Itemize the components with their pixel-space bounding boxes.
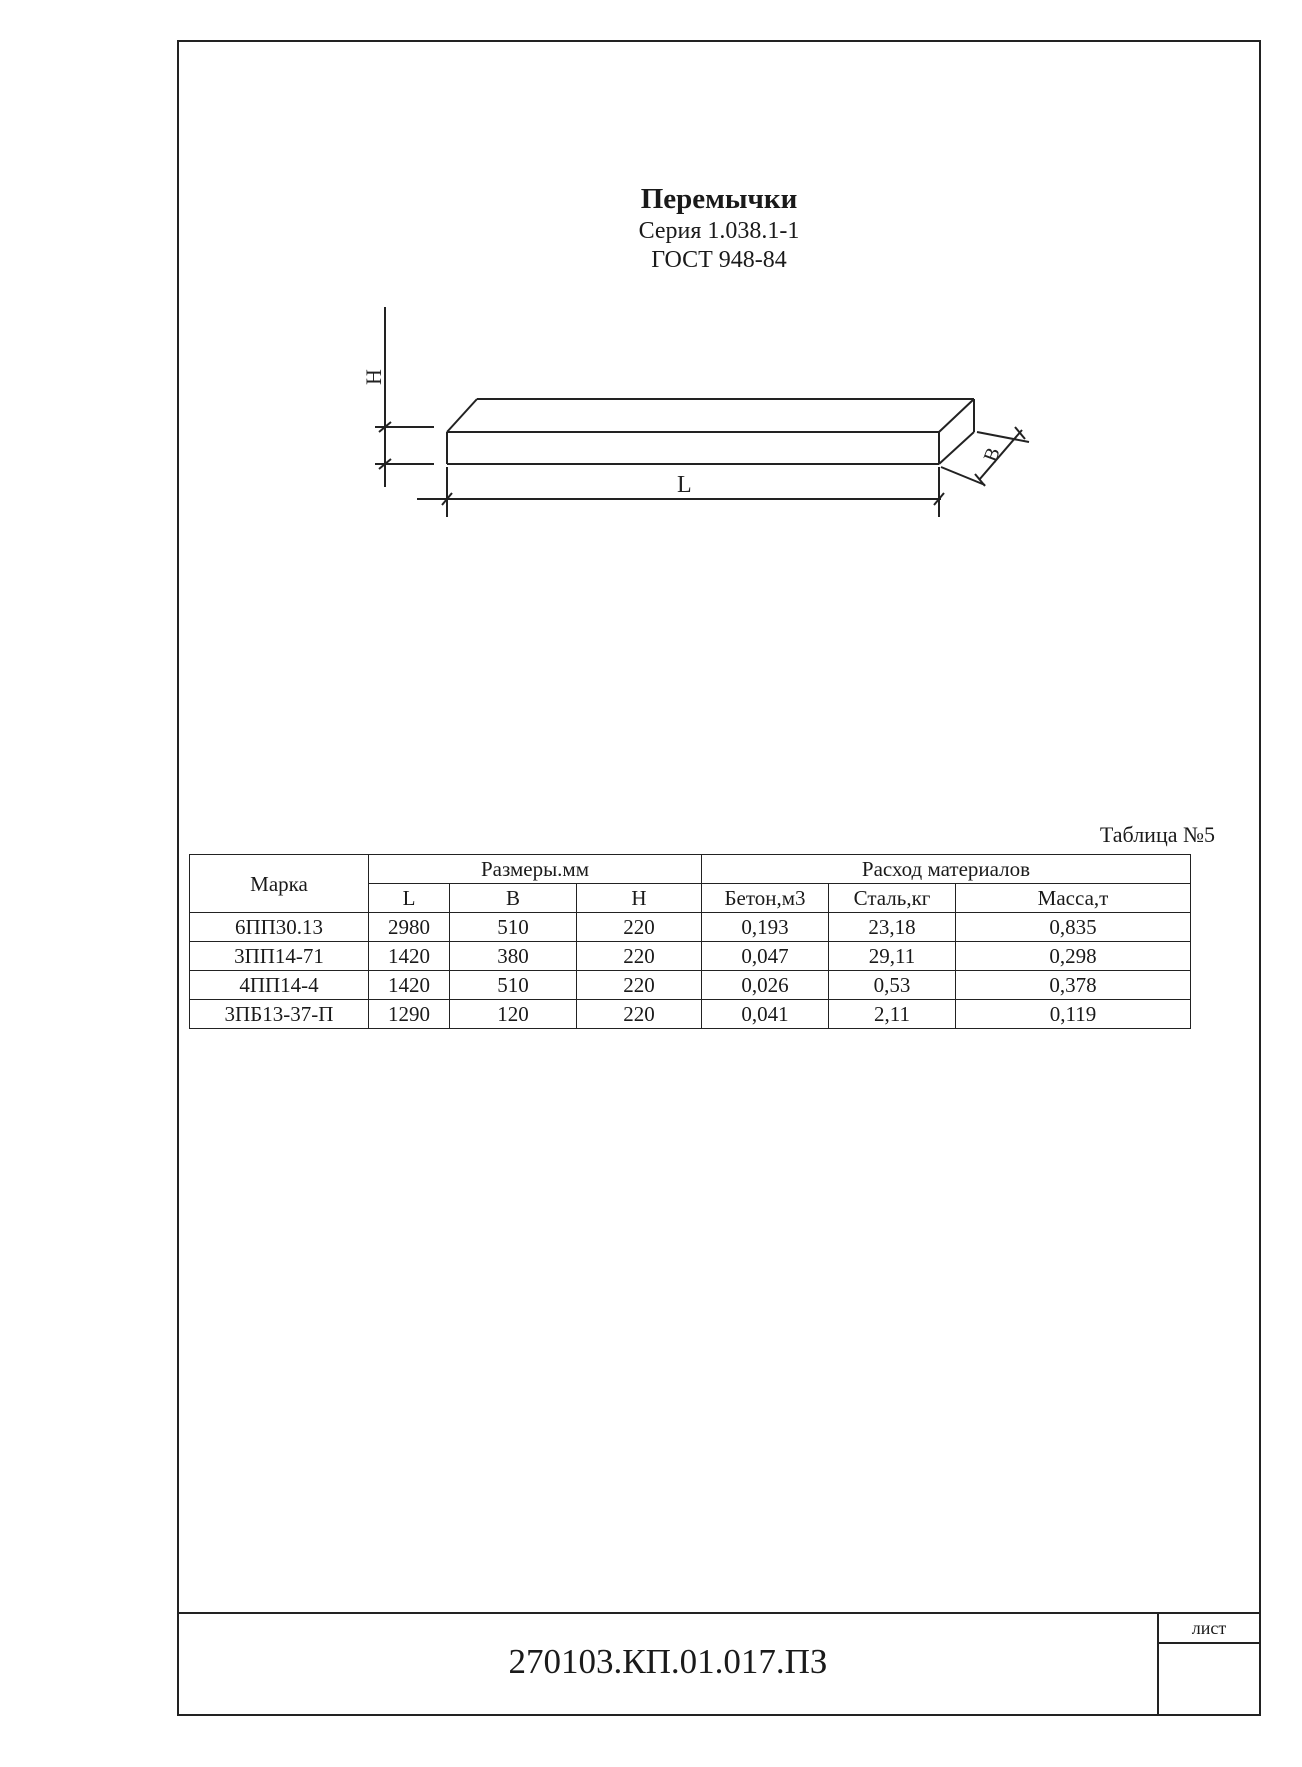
sizes-group-header: Размеры.мм <box>369 855 702 884</box>
h-label: H <box>361 369 386 385</box>
cell-concrete: 0,047 <box>702 942 829 971</box>
cell-concrete: 0,041 <box>702 1000 829 1029</box>
materials-group-header: Расход материалов <box>702 855 1191 884</box>
cell-l: 1290 <box>369 1000 450 1029</box>
cell-l: 1420 <box>369 971 450 1000</box>
table-row <box>190 913 1191 942</box>
cell-mass: 0,119 <box>956 1000 1191 1029</box>
cell-concrete: 0,193 <box>702 913 829 942</box>
table-row <box>190 942 1191 971</box>
table-caption: Таблица №5 <box>1099 822 1215 847</box>
title-block <box>179 182 1259 274</box>
series-label: Серия 1.038.1-1 <box>638 217 800 244</box>
cell-concrete: 0,026 <box>702 971 829 1000</box>
gost-label: ГОСТ 948-84 <box>651 246 787 273</box>
cell-mark: 4ПП14-4 <box>190 971 369 1000</box>
table-header-row <box>190 855 1191 884</box>
col-b-header: B <box>450 884 577 913</box>
table-row <box>190 971 1191 1000</box>
col-mass-header: Масса,т <box>956 884 1191 913</box>
lintel-table <box>189 854 1191 1029</box>
cell-steel: 23,18 <box>829 913 956 942</box>
cell-steel: 0,53 <box>829 971 956 1000</box>
cell-mass: 0,298 <box>956 942 1191 971</box>
title-stamp <box>179 1612 1259 1714</box>
cell-mark: 6ПП30.13 <box>190 913 369 942</box>
cell-b: 380 <box>450 942 577 971</box>
col-concrete-header: Бетон,м3 <box>702 884 829 913</box>
cell-mark: 3ПБ13-37-П <box>190 1000 369 1029</box>
page-title: Перемычки <box>640 183 798 215</box>
cell-mass: 0,835 <box>956 913 1191 942</box>
col-mark-header: Марка <box>190 855 369 913</box>
cell-b: 510 <box>450 971 577 1000</box>
cell-l: 1420 <box>369 942 450 971</box>
cell-mass: 0,378 <box>956 971 1191 1000</box>
cell-h: 220 <box>577 971 702 1000</box>
col-steel-header: Сталь,кг <box>829 884 956 913</box>
table-row <box>190 1000 1191 1029</box>
cell-steel: 29,11 <box>829 942 956 971</box>
cell-b: 510 <box>450 913 577 942</box>
cell-steel: 2,11 <box>829 1000 956 1029</box>
cell-b: 120 <box>450 1000 577 1029</box>
drawing-frame <box>177 40 1261 1716</box>
sheet-label: лист <box>1159 1614 1259 1644</box>
l-label: L <box>677 472 692 498</box>
sheet-box <box>1157 1614 1259 1714</box>
cell-h: 220 <box>577 913 702 942</box>
cell-l: 2980 <box>369 913 450 942</box>
cell-mark: 3ПП14-71 <box>190 942 369 971</box>
col-l-header: L <box>369 884 450 913</box>
b-label: B <box>979 444 1005 465</box>
cell-h: 220 <box>577 942 702 971</box>
cell-h: 220 <box>577 1000 702 1029</box>
lintel-sketch <box>361 267 1005 527</box>
document-code: 270103.КП.01.017.ПЗ <box>508 1642 828 1681</box>
col-h-header: H <box>577 884 702 913</box>
